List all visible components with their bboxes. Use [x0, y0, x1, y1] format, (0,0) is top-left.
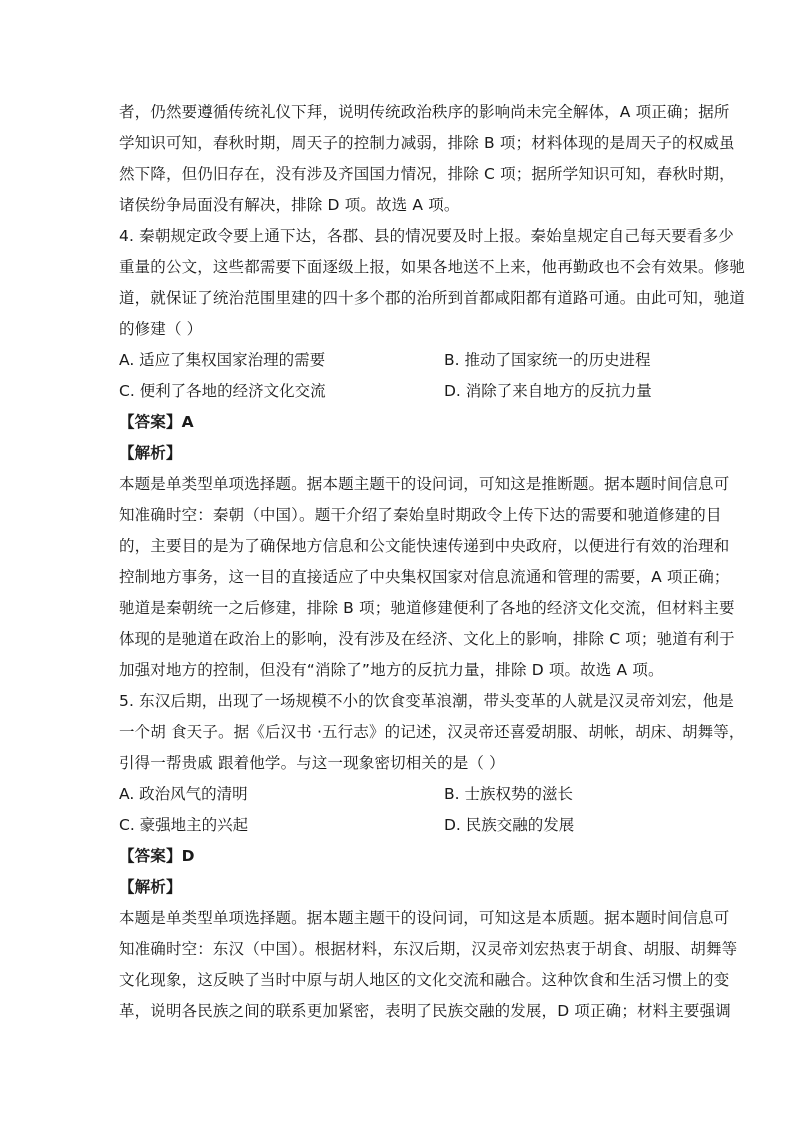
- options-row: [119, 345, 685, 376]
- answer-label: 【答案】D: [119, 847, 195, 865]
- question-stem: [119, 686, 745, 779]
- document-page: [119, 97, 746, 1027]
- analysis-label: 【解析】: [119, 878, 182, 896]
- option-b: B. 士族权势的滋长: [444, 785, 573, 803]
- question-4: [119, 221, 746, 686]
- text-line: 驰道是秦朝统一之后修建，排除 B 项；驰道修建便利了各地的经济文化交流，但材料主要: [119, 599, 735, 617]
- text-line: 加强对地方的控制，但没有“消除了”地方的反抗力量，排除 D 项。故选 A 项。: [119, 661, 664, 679]
- options-row: [119, 810, 685, 841]
- text-line: 引得一帮贵戚 跟着他学。与这一现象密切相关的是（ ）: [119, 754, 505, 772]
- option-c: C. 便利了各地的经济文化交流: [119, 382, 326, 400]
- intro-paragraph: [119, 97, 735, 221]
- text-line: 的，主要目的是为了确保地方信息和公文能快速传递到中央政府，以便进行有效的治理和: [119, 537, 730, 555]
- text-line: 学知识可知，春秋时期，周天子的控制力减弱，排除 B 项；材料体现的是周天子的权威虽: [119, 134, 735, 152]
- analysis-text: [119, 903, 738, 1027]
- text-line: 然下降，但仍旧存在，没有涉及齐国国力情况，排除 C 项；据所学知识可知，春秋时期，: [119, 165, 735, 183]
- question-5: [119, 686, 745, 1027]
- option-a: A. 政治风气的清明: [119, 785, 248, 803]
- text-line: 4. 秦朝规定政令要上通下达，各郡、县的情况要及时上报。秦始皇规定自己每天要看多少: [119, 227, 734, 245]
- option-c: C. 豪强地主的兴起: [119, 816, 249, 834]
- text-line: 控制地方事务，这一目的直接适应了中央集权国家对信息流通和管理的需要，A 项正确；: [119, 568, 730, 586]
- options-row: [119, 779, 685, 810]
- text-line: 体现的是驰道在政治上的影响，没有涉及在经济、文化上的影响，排除 C 项；驰道有利于: [119, 630, 735, 648]
- text-line: 文化现象，这反映了当时中原与胡人地区的文化交流和融合。这种饮食和生活习惯上的变: [119, 971, 730, 989]
- text-line: 本题是单类型单项选择题。据本题主题干的设问词，可知这是本质题。据本题时间信息可: [119, 909, 730, 927]
- option-a: A. 适应了集权国家治理的需要: [119, 351, 326, 369]
- text-line: 一个胡 食天子。据《后汉书 ·五行志》的记述，汉灵帝还喜爱胡服、胡帐，胡床、胡舞等，: [119, 723, 745, 741]
- option-d: D. 民族交融的发展: [444, 816, 575, 834]
- text-line: 知准确时空：东汉（中国）。根据材料，东汉后期，汉灵帝刘宏热衷于胡食、胡服、胡舞等: [119, 940, 738, 958]
- text-line: 诸侯纷争局面没有解决，排除 D 项。故选 A 项。: [119, 196, 460, 214]
- analysis-text: [119, 469, 735, 686]
- text-line: 5. 东汉后期，出现了一场规模不小的饮食变革浪潮，带头变革的人就是汉灵帝刘宏，他是: [119, 692, 734, 710]
- option-d: D. 消除了来自地方的反抗力量: [444, 382, 652, 400]
- options-row: [119, 376, 685, 407]
- text-line: 知准确时空：秦朝（中国）。题干介绍了秦始皇时期政令上传下达的需要和驰道修建的目: [119, 506, 722, 524]
- answer-label: 【答案】A: [119, 413, 194, 431]
- text-line: 重量的公文，这些都需要下面逐级上报，如果各地送不上来，他再勤政也不会有效果。修驰: [119, 258, 746, 276]
- option-b: B. 推动了国家统一的历史进程: [444, 351, 651, 369]
- text-line: 者，仍然要遵循传统礼仪下拜，说明传统政治秩序的影响尚未完全解体，A 项正确；据所: [119, 103, 730, 121]
- text-line: 革，说明各民族之间的联系更加紧密，表明了民族交融的发展，D 项正确；材料主要强调: [119, 1002, 731, 1020]
- question-stem: [119, 221, 746, 345]
- text-line: 道，就保证了统治范围里建的四十多个郡的治所到首都咸阳都有道路可通。由此可知，驰道: [119, 289, 746, 307]
- text-line: 的修建（ ）: [119, 320, 203, 338]
- analysis-label: 【解析】: [119, 444, 182, 462]
- text-line: 本题是单类型单项选择题。据本题主题干的设问词，可知这是推断题。据本题时间信息可: [119, 475, 730, 493]
